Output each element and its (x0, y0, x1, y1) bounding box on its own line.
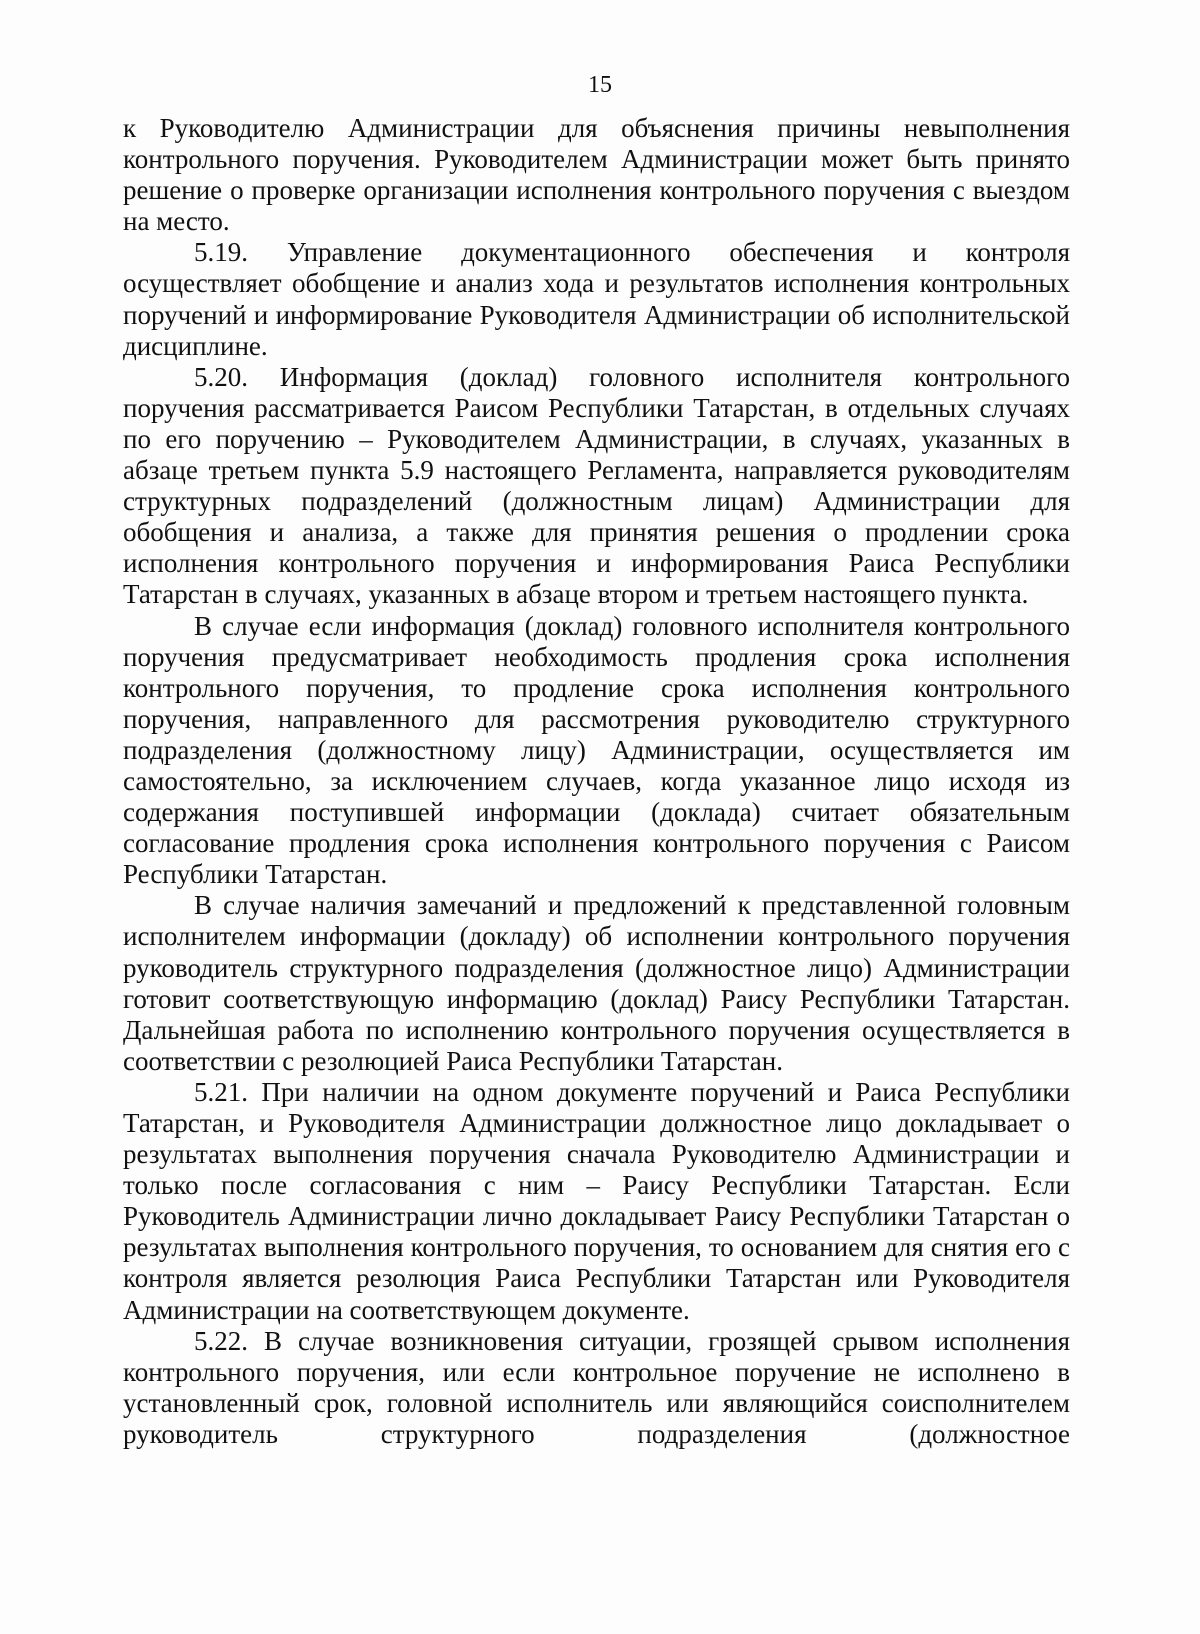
paragraph: 5.20. Информация (доклад) головного исполнителя контрольного поручения рассматривается Раисом Республики Татарстан, в отдельных случаях по его поручению – Руководителем Администрации, в случаях, указанных в абзаце третьем пункта 5.9 настоящего Регламента, направляется руководителям структурных подразделений (должностным лицам) Администрации для обобщения и анализа, а также для принятия решения о продлении срока исполнения контрольного поручения и информирования Раиса Республики Татарстан в случаях, указанных в абзаце втором и третьем настоящего пункта. (123, 361, 1070, 610)
document-body (123, 113, 1070, 1450)
paragraph: 5.21. При наличии на одном документе поручений и Раиса Республики Татарстан, и Руководителя Администрации должностное лицо докладывает о результатах выполнения поручения сначала Руководителю Администрации и только после согласования с ним – Раису Республики Татарстан. Если Руководитель Администрации лично докладывает Раису Республики Татарстан о результатах выполнения контрольного поручения, то основанием для снятия его с контроля является резолюция Раиса Республики Татарстан или Руководителя Администрации на соответствующем документе. (123, 1076, 1070, 1325)
paragraph: 5.19. Управление документационного обеспечения и контроля осуществляет обобщение и анализ хода и результатов исполнения контрольных поручений и информирование Руководителя Администрации об исполнительской дисциплине. (123, 237, 1070, 361)
paragraph: 5.22. В случае возникновения ситуации, грозящей срывом исполнения контрольного поручения, или если контрольное поручение не исполнено в установленный срок, головной исполнитель или являющийся соисполнителем руководитель структурного подразделения (должностное (123, 1325, 1070, 1449)
paragraph: к Руководителю Администрации для объяснения причины невыполнения контрольного поручения. Руководителем Администрации может быть принято решение о проверке организации исполнения контрольного поручения с выездом на место. (123, 113, 1070, 237)
paragraph: В случае наличия замечаний и предложений к представленной головным исполнителем информации (докладу) об исполнении контрольного поручения руководитель структурного подразделения (должностное лицо) Администрации готовит соответствующую информацию (доклад) Раису Республики Татарстан. Дальнейшая работа по исполнению контрольного поручения осуществляется в соответствии с резолюцией Раиса Республики Татарстан. (123, 890, 1070, 1076)
paragraph: В случае если информация (доклад) головного исполнителя контрольного поручения предусматривает необходимость продления срока исполнения контрольного поручения, то продление срока исполнения контрольного поручения, направленного для рассмотрения руководителю структурного подразделения (должностному лицу) Администрации, осуществляется им самостоятельно, за исключением случаев, когда указанное лицо исходя из содержания поступившей информации (доклада) считает обязательным согласование продления срока исполнения контрольного поручения с Раисом Республики Татарстан. (123, 610, 1070, 890)
page-number: 15 (588, 72, 612, 98)
